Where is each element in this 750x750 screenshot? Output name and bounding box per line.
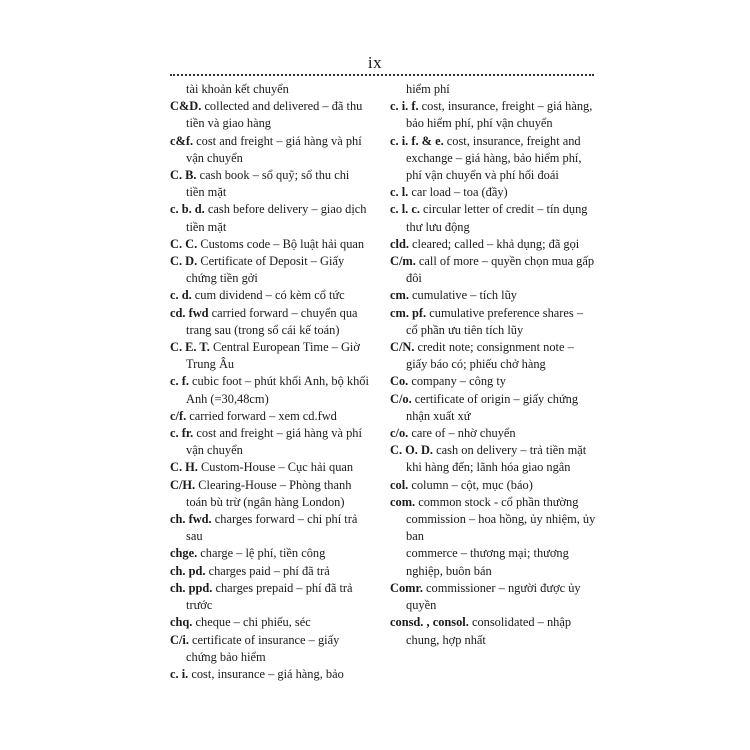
entry-definition: cum dividend – có kèm cổ tức: [194, 288, 345, 303]
entry-definition: cost, insurance, freight – giá hàng, bảo hiểm phí, phí vận chuyển: [406, 99, 593, 131]
entry-definition: call of more – quyền chọn mua gấp đôi: [406, 254, 595, 286]
entry-abbreviation: c/o.: [390, 426, 409, 441]
dictionary-entry: [170, 133, 370, 167]
entry-definition: column – cột, mục (báo): [411, 477, 533, 492]
entry-abbreviation: ch. pd.: [170, 563, 206, 578]
entry-definition: cubic foot – phút khối Anh, bộ khối Anh (=30,48cm): [186, 374, 369, 406]
dictionary-entry: [170, 287, 370, 304]
dictionary-entry: [390, 391, 596, 425]
entry-definition: tài khoản kết chuyển: [186, 82, 289, 96]
entry-abbreviation: cm.: [390, 288, 409, 303]
right-column: [390, 81, 596, 649]
dictionary-entry: [390, 580, 596, 614]
dictionary-entry: [170, 632, 370, 666]
entry-abbreviation: col.: [390, 477, 409, 492]
entry-abbreviation: c. d.: [170, 288, 192, 303]
entry-abbreviation: ch. ppd.: [170, 580, 213, 595]
entry-definition: charges prepaid – phí đã trả trước: [186, 580, 353, 613]
entry-definition: common stock - cổ phần thường: [418, 494, 579, 509]
dictionary-entry: [170, 408, 370, 425]
entry-definition: commerce – thương mại; thương nghiệp, buôn bán: [406, 546, 569, 578]
dictionary-entry: [390, 339, 596, 373]
entry-abbreviation: ch. fwd.: [170, 512, 212, 527]
dictionary-entry: [170, 459, 370, 476]
entry-abbreviation: C. O. D.: [390, 443, 434, 458]
entry-abbreviation: C/o.: [390, 391, 412, 406]
dictionary-entry: [390, 442, 596, 476]
entry-definition: commission – hoa hồng, ủy nhiệm, ủy ban: [406, 512, 596, 544]
entry-definition: charges forward – chi phí trả sau: [186, 512, 358, 544]
entry-definition: commissioner – người được ủy quyền: [406, 580, 581, 613]
entry-definition: cumulative – tích lũy: [412, 288, 517, 303]
entry-continuation: [390, 545, 596, 579]
dictionary-entry: [390, 253, 596, 287]
dictionary-entry: [390, 287, 596, 304]
entry-definition: consolidated – nhập chung, hợp nhất: [406, 615, 572, 647]
entry-abbreviation: C. C.: [170, 236, 198, 251]
entry-definition: company – công ty: [411, 374, 506, 389]
dictionary-entry: [390, 614, 596, 648]
entry-abbreviation: c. i. f.: [390, 99, 419, 114]
entry-definition: charge – lệ phí, tiền công: [200, 546, 326, 561]
entry-abbreviation: c. f.: [170, 374, 189, 389]
entry-abbreviation: c. l.: [390, 185, 409, 200]
dictionary-entry: [170, 98, 370, 132]
entry-continuation: [390, 511, 596, 545]
dictionary-entry: [170, 253, 370, 287]
left-column: [170, 81, 370, 683]
entry-abbreviation: Comr.: [390, 580, 423, 595]
entry-definition: Custom-House – Cục hải quan: [201, 460, 354, 475]
dictionary-entry: [170, 477, 370, 511]
entry-abbreviation: c. b. d.: [170, 202, 205, 217]
entry-definition: certificate of insurance – giấy chứng bảo hiểm: [186, 632, 340, 664]
entry-definition: certificate of origin – giấy chứng nhận xuất xứ: [406, 391, 579, 423]
dictionary-entry: [390, 373, 596, 390]
dictionary-entry: [170, 305, 370, 339]
dictionary-entry: [170, 167, 370, 201]
entry-abbreviation: C/N.: [390, 340, 415, 355]
entry-definition: hiểm phí: [406, 82, 450, 96]
entry-abbreviation: C. E. T.: [170, 340, 210, 355]
dictionary-entry: [170, 425, 370, 459]
dictionary-entry: [170, 201, 370, 235]
entry-abbreviation: c. i.: [170, 666, 189, 681]
dictionary-entry: [170, 614, 370, 631]
entry-definition: carried forward – chuyển qua trang sau (trong sổ cái kế toán): [186, 305, 358, 337]
entry-abbreviation: C. H.: [170, 460, 198, 475]
entry-abbreviation: consd. , consol.: [390, 615, 469, 630]
entry-abbreviation: c. l. c.: [390, 202, 420, 217]
entry-abbreviation: c. i. f. & e.: [390, 133, 444, 148]
entry-abbreviation: C/m.: [390, 254, 416, 269]
entry-definition: cost and freight – giá hàng và phí vận chuyển: [186, 426, 362, 458]
dictionary-entry: [170, 511, 370, 545]
dictionary-entry: [390, 133, 596, 185]
entry-continuation: [390, 81, 596, 98]
entry-definition: Certificate of Deposit – Giấy chứng tiền gởi: [186, 254, 345, 286]
header-divider: [170, 74, 594, 76]
dictionary-entry: [390, 184, 596, 201]
dictionary-entry: [170, 666, 370, 683]
dictionary-entry: [390, 98, 596, 132]
dictionary-entry: [390, 305, 596, 339]
entry-abbreviation: C/H.: [170, 477, 196, 492]
dictionary-entry: [390, 494, 596, 511]
dictionary-entry: [170, 339, 370, 373]
entry-abbreviation: chge.: [170, 546, 198, 561]
entry-definition: cost, insurance, freight and exchange – giá hàng, bảo hiểm phí, phí vận chuyển và phí hối đoái: [406, 133, 582, 183]
dictionary-entry: [170, 580, 370, 614]
dictionary-entry: [170, 373, 370, 407]
entry-abbreviation: C. B.: [170, 168, 197, 183]
entry-definition: circular letter of credit – tín dụng thư lưu động: [406, 202, 588, 234]
entry-definition: Customs code – Bộ luật hải quan: [200, 236, 365, 251]
entry-abbreviation: cm. pf.: [390, 305, 427, 320]
entry-abbreviation: C&D.: [170, 99, 202, 114]
entry-definition: cost and freight – giá hàng và phí vận chuyển: [186, 133, 362, 165]
entry-definition: carried forward – xem cd.fwd: [189, 408, 337, 423]
entry-definition: care of – nhờ chuyển: [411, 426, 516, 441]
entry-abbreviation: cld.: [390, 236, 409, 251]
entry-abbreviation: c/f.: [170, 408, 187, 423]
page-number: ix: [367, 53, 383, 72]
entry-definition: charges paid – phí đã trả: [208, 563, 330, 578]
entry-abbreviation: C. D.: [170, 254, 198, 269]
entry-definition: credit note; consignment note – giấy báo có; phiếu chở hàng: [406, 340, 574, 372]
entry-abbreviation: com.: [390, 494, 416, 509]
dictionary-entry: [170, 563, 370, 580]
entry-definition: cash before delivery – giao dịch tiền mặt: [186, 202, 367, 234]
entry-abbreviation: Co.: [390, 374, 409, 389]
dictionary-entry: [390, 236, 596, 253]
entry-abbreviation: c. fr.: [170, 426, 194, 441]
entry-abbreviation: C/i.: [170, 632, 189, 647]
entry-definition: Clearing-House – Phòng thanh toán bù trừ (ngân hàng London): [186, 477, 352, 509]
entry-definition: cost, insurance – giá hàng, bảo: [191, 666, 344, 681]
entry-definition: Central European Time – Giờ Trung Âu: [186, 340, 360, 372]
dictionary-entry: [390, 477, 596, 494]
entry-definition: collected and delivered – đã thu tiền và giao hàng: [186, 99, 363, 131]
entry-continuation: [170, 81, 370, 98]
dictionary-entry: [170, 236, 370, 253]
entry-definition: cleared; called – khả dụng; đã gọi: [412, 236, 580, 251]
entry-abbreviation: c&f.: [170, 133, 194, 148]
dictionary-entry: [170, 545, 370, 562]
entry-definition: car load – toa (đầy): [411, 185, 508, 200]
entry-definition: cash book – sổ quỹ; sổ thu chi tiền mặt: [186, 168, 350, 200]
entry-abbreviation: cd. fwd: [170, 305, 209, 320]
entry-definition: cash on delivery – trả tiền mặt khi hàng đến; lãnh hóa giao ngân: [406, 443, 587, 475]
entry-definition: cheque – chi phiếu, séc: [195, 615, 311, 630]
entry-definition: cumulative preference shares – cổ phần ưu tiên tích lũy: [406, 305, 584, 337]
dictionary-entry: [390, 425, 596, 442]
dictionary-entry: [390, 201, 596, 235]
entry-abbreviation: chq.: [170, 615, 193, 630]
